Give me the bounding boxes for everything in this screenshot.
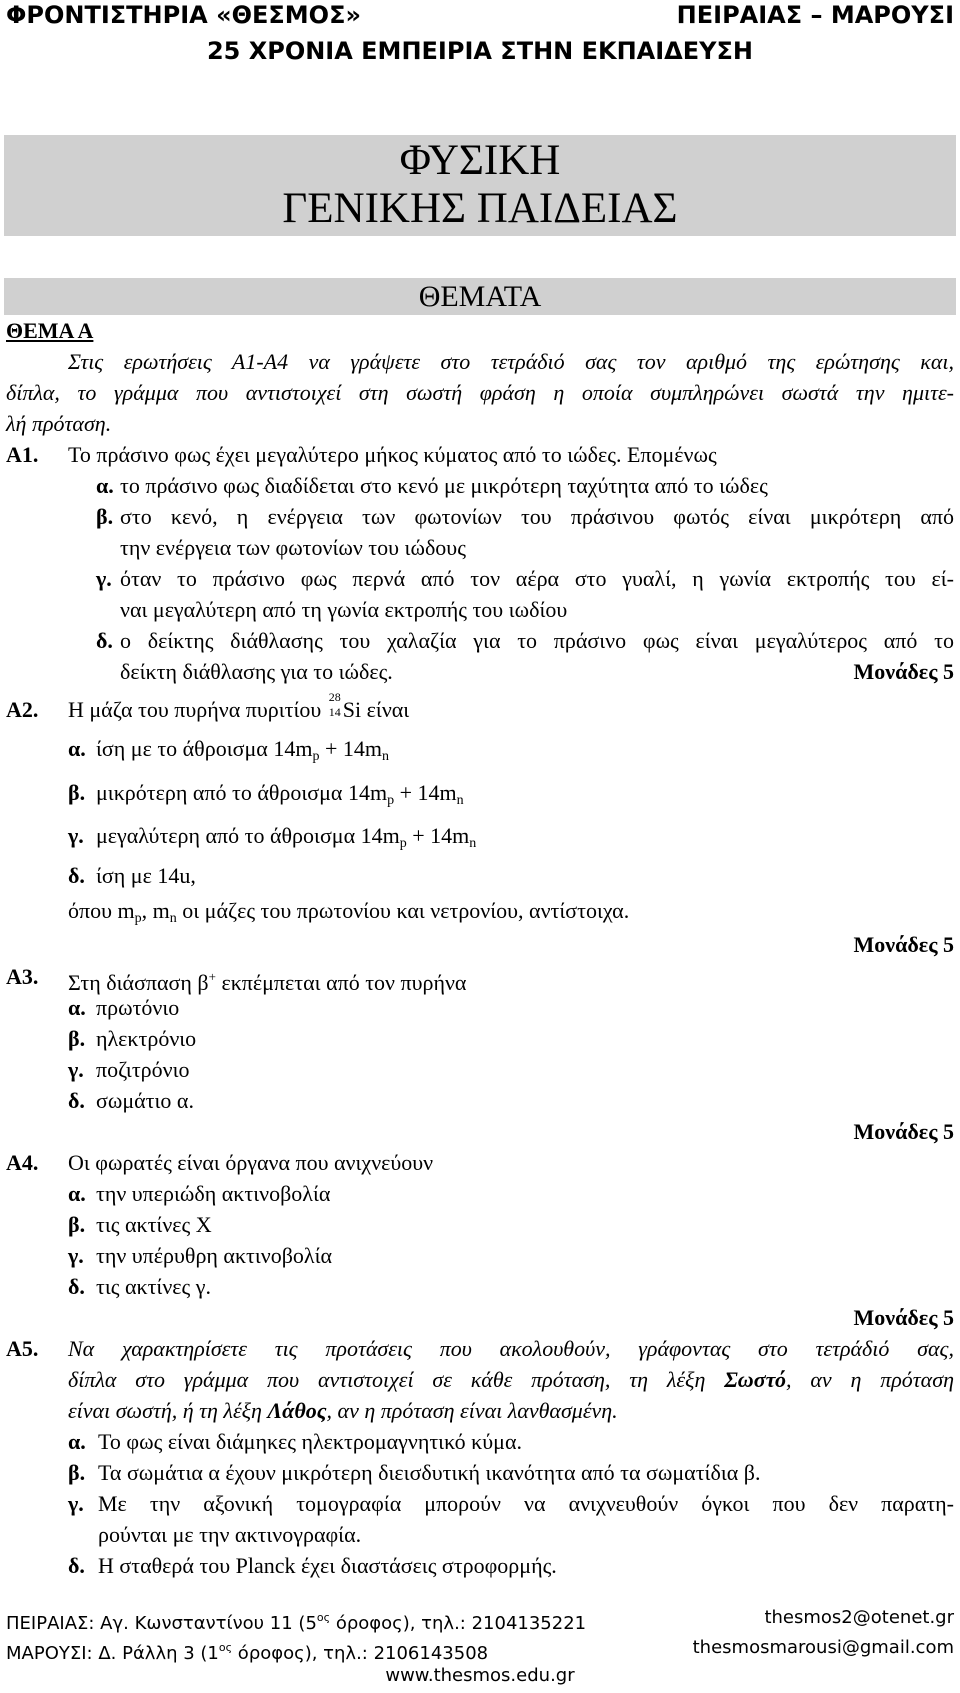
a5-intro-1: Να χαρακτηρίσετε τις προτάσεις που ακολουθούν, γράφοντας στο τετράδιό σας,	[68, 1336, 954, 1361]
footer-line2-post: όροφος), τηλ.: 2106143508	[232, 1643, 489, 1664]
a1-alpha-label: α.	[96, 473, 114, 498]
a5-beta-text: Τα σωμάτια α έχουν μικρότερη διεισδυτική ικανότητα από τα σωματίδια β.	[98, 1460, 761, 1485]
sub-n: n	[469, 836, 477, 851]
a5-intro-3-pre: είναι σωστή, ή τη λέξη	[68, 1398, 268, 1423]
a5-alpha-text: Το φως είναι διάμηκες ηλεκτρομαγνητικό κύμα.	[98, 1429, 522, 1454]
a4-delta-label: δ.	[68, 1274, 85, 1299]
header-school-name: ΦΡΟΝΤΙΣΤΗΡΙΑ «ΘΕΣΜΟΣ»	[6, 1, 361, 29]
sub-n: n	[381, 749, 389, 764]
a5-label: Α5.	[6, 1336, 39, 1361]
a1-beta-text-2: την ενέργεια των φωτονίων του ιώδους	[120, 535, 466, 560]
a4-gamma-text: την υπέρυθρη ακτινοβολία	[96, 1243, 333, 1268]
a1-beta-text-1: στο κενό, η ενέργεια των φωτονίων του πράσινου φωτός είναι μικρότερη από	[120, 504, 954, 529]
a1-delta-text-1: ο δείκτης διάθλασης του χαλαζία για το πράσινο φως είναι μεγαλύτερος από το	[120, 628, 954, 653]
subject-banner	[4, 135, 956, 236]
a4-marks: Μονάδες 5	[853, 1305, 954, 1330]
a3-stem-post: εκπέμπεται από τον πυρήνα	[215, 970, 467, 995]
a4-beta-label: β.	[68, 1212, 86, 1237]
where-post: οι μάζες του πρωτονίου και νετρονίου, αντίστοιχα.	[176, 898, 630, 923]
sub-p: p	[387, 793, 395, 808]
a5-delta-text: Η σταθερά του Planck έχει διαστάσεις στροφορμής.	[98, 1553, 557, 1578]
a5-alpha-label: α.	[68, 1429, 86, 1454]
footer-address-marousi	[6, 1636, 488, 1666]
a4-delta-text: τις ακτίνες γ.	[96, 1274, 211, 1299]
a4-alpha-text: την υπεριώδη ακτινοβολία	[96, 1181, 331, 1206]
header-locations: ΠΕΙΡΑΙΑΣ – ΜΑΡΟΥΣΙ	[676, 1, 954, 29]
sub-p: p	[312, 749, 320, 764]
a2-gamma-words: μεγαλύτερη από το άθροισμα	[96, 823, 361, 848]
mass-symbol-p: m	[117, 898, 135, 923]
sub-p: p	[134, 911, 142, 926]
theme-a-intro-1: Στις ερωτήσεις Α1-Α4 να γράψετε στο τετράδιό σας τον αριθμό της ερώτησης και,	[68, 349, 954, 374]
a5-gamma-text-2: ρούνται με την ακτινογραφία.	[98, 1522, 362, 1547]
word-wrong: Λάθος	[267, 1398, 327, 1423]
a3-delta-label: δ.	[68, 1088, 85, 1113]
a1-delta-label: δ.	[96, 628, 113, 653]
a3-alpha-text: πρωτόνιο	[96, 995, 180, 1020]
a2-marks: Μονάδες 5	[853, 932, 954, 957]
a2-stem-pre: Η μάζα του πυρήνα πυριτίου	[68, 697, 322, 722]
sum-term-a: 14m	[360, 823, 400, 848]
a2-gamma-text	[96, 820, 476, 859]
element-symbol: Si	[342, 697, 362, 722]
a2-label: Α2.	[6, 697, 39, 722]
a1-gamma-text-2: ναι μεγαλύτερη από τη γωνία εκτροπής του ιωδίου	[120, 597, 568, 622]
a3-stem-pre: Στη διάσπαση β	[68, 970, 209, 995]
a4-beta-text: τις ακτίνες Χ	[96, 1212, 212, 1237]
a5-intro-2-pre: δίπλα στο γράμμα που αντιστοιχεί σε κάθε πρόταση, τη λέξη	[68, 1367, 725, 1392]
section-title-bar	[4, 278, 956, 315]
a4-label: Α4.	[6, 1150, 39, 1175]
a5-intro-2-post: , αν η πρόταση	[786, 1367, 954, 1392]
a3-stem-sup: +	[208, 969, 216, 984]
footer-email-marousi[interactable]: thesmosmarousi@gmail.com	[692, 1637, 954, 1658]
footer-line1-post: όροφος), τηλ.: 2104135221	[330, 1613, 587, 1634]
a3-beta-text: ηλεκτρόνιο	[96, 1026, 197, 1051]
word-correct: Σωστό	[724, 1367, 787, 1392]
a2-delta-label: δ.	[68, 863, 85, 888]
a4-gamma-label: γ.	[68, 1243, 84, 1268]
silicon-nuclide	[327, 690, 343, 719]
a5-gamma-text-1: Με την αξονική τομογραφία μπορούν να ανιχνευθούν όγκοι που δεν παρατη-	[98, 1491, 954, 1516]
a4-alpha-label: α.	[68, 1181, 86, 1206]
sum-term-a: 14m	[347, 780, 388, 805]
a1-label: Α1.	[6, 442, 39, 467]
a2-alpha-words: ίση με το άθροισμα	[96, 736, 274, 761]
a3-label: Α3.	[6, 964, 39, 989]
a3-alpha-label: α.	[68, 995, 86, 1020]
a2-alpha-label: α.	[68, 736, 86, 761]
footer-website[interactable]: www.thesmos.edu.gr	[385, 1665, 575, 1686]
footer-line2-pre: ΜΑΡΟΥΣΙ: Δ. Ράλλη 3 (1	[6, 1643, 219, 1664]
header-tagline: 25 ΧΡΟΝΙΑ ΕΜΠΕΙΡΙΑ ΣΤΗΝ ΕΚΠΑΙΔΕΥΣΗ	[206, 37, 754, 65]
a1-marks: Μονάδες 5	[853, 659, 954, 684]
plus-sign: +	[406, 823, 431, 848]
where-pre: όπου	[68, 898, 118, 923]
footer-line2-sup: ος	[218, 1641, 233, 1654]
footer-email-piraeus[interactable]: thesmos2@otenet.gr	[764, 1607, 954, 1628]
a3-beta-label: β.	[68, 1026, 86, 1051]
footer-line1-pre: ΠΕΙΡΑΙΑΣ: Αγ. Κωνσταντίνου 11 (5	[6, 1613, 317, 1634]
mass-number: 28	[328, 690, 341, 704]
a2-beta-text	[96, 777, 464, 816]
sum-term-b: 14m	[342, 736, 382, 761]
a1-gamma-text-1: όταν το πράσινο φως περνά από τον αέρα στο γυαλί, η γωνία εκτροπής του εί-	[120, 566, 954, 591]
a2-stem-post: είναι	[361, 697, 410, 722]
a5-delta-label: δ.	[68, 1553, 85, 1578]
a3-gamma-text: ποζιτρόνιο	[96, 1057, 190, 1082]
a2-delta-text: ίση με 14u,	[96, 863, 196, 888]
sub-n: n	[169, 911, 177, 926]
a3-gamma-label: γ.	[68, 1057, 84, 1082]
a1-gamma-label: γ.	[96, 566, 112, 591]
plus-sign: +	[394, 780, 418, 805]
sum-term-b: 14m	[417, 780, 457, 805]
subject-title: ΦΥΣΙΚΗ	[399, 137, 561, 184]
theme-a-intro-2: δίπλα, το γράμμα που αντιστοιχεί στη σωστή φράση η οποία συμπληρώνει σωστά την ημιτε-	[6, 380, 954, 405]
a1-delta-text-2: δείκτη διάθλασης για το ιώδες.	[120, 659, 393, 684]
a2-gamma-label: γ.	[68, 823, 84, 848]
sum-term-a: 14m	[273, 736, 313, 761]
subject-subtitle: ΓΕΝΙΚΗΣ ΠΑΙΔΕΙΑΣ	[282, 185, 678, 232]
theme-a-intro-3: λή πρόταση.	[6, 411, 112, 436]
plus-sign: +	[319, 736, 343, 761]
a1-beta-label: β.	[96, 504, 114, 529]
sub-n: n	[456, 793, 464, 808]
sum-term-b: 14m	[430, 823, 470, 848]
mass-symbol-n: , m	[141, 898, 170, 923]
a5-intro-3	[68, 1395, 618, 1426]
a2-alpha-text	[96, 733, 389, 772]
footer-address-piraeus	[6, 1606, 586, 1636]
a5-intro-3-post: , αν η πρόταση είναι λανθασμένη.	[326, 1398, 618, 1423]
a1-stem: Το πράσινο φως έχει μεγαλύτερο μήκος κύματος από το ιώδες. Επομένως	[68, 442, 717, 467]
a2-beta-label: β.	[68, 780, 86, 805]
a1-alpha-text: το πράσινο φως διαδίδεται στο κενό με μικρότερη ταχύτητα από το ιώδες	[120, 473, 768, 498]
a2-beta-words: μικρότερη από το άθροισμα	[96, 780, 348, 805]
theme-a-title: ΘΕΜΑ Α	[6, 318, 94, 343]
a5-intro-2	[68, 1364, 954, 1395]
sub-p: p	[399, 836, 407, 851]
a5-beta-label: β.	[68, 1460, 86, 1485]
a3-delta-text: σωμάτιο α.	[96, 1088, 194, 1113]
footer-line1-sup: ος	[316, 1611, 331, 1624]
a4-stem: Οι φωρατές είναι όργανα που ανιχνεύουν	[68, 1150, 434, 1175]
a2-where-line	[68, 895, 629, 934]
a2-stem	[68, 690, 410, 725]
a5-gamma-label: γ.	[68, 1491, 84, 1516]
section-title: ΘΕΜΑΤΑ	[418, 280, 542, 313]
atomic-number: 14	[328, 705, 341, 719]
a3-marks: Μονάδες 5	[853, 1119, 954, 1144]
